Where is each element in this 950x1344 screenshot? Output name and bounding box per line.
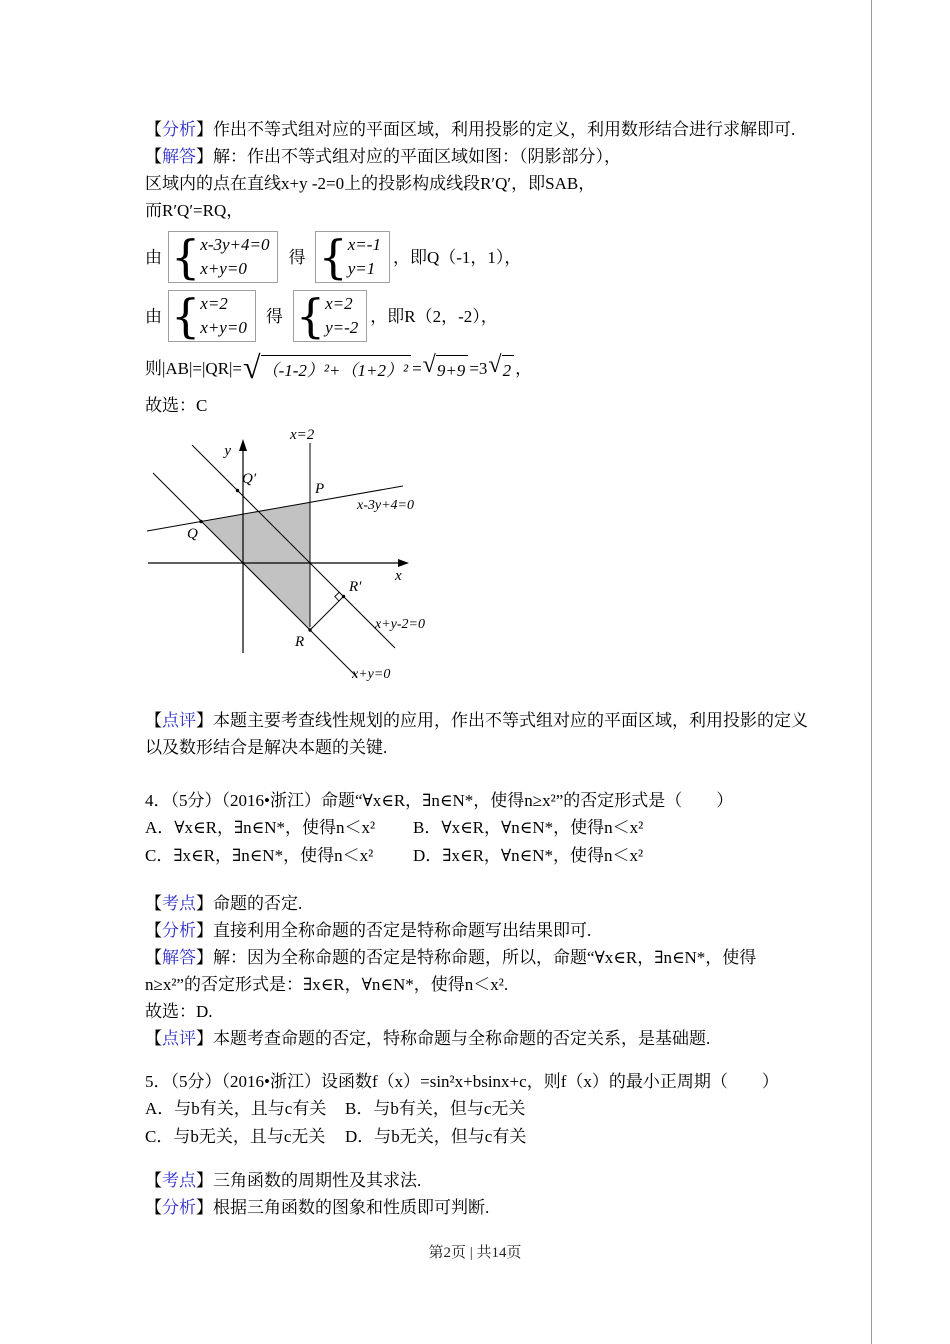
analysis-label: 【 分析 】: [145, 921, 213, 940]
q5-options-row2: [145, 1123, 817, 1151]
label-r: R: [295, 634, 305, 650]
comment-label: 【 点评 】: [145, 1029, 213, 1048]
left-brace-icon: [171, 292, 200, 340]
label-q-prime: Q′: [242, 471, 257, 487]
segment-r-rprime: [310, 597, 344, 631]
point-q: [199, 520, 202, 523]
q5-stem: 5．（5分）（2016•浙江）设函数f（x）=sin²x+bsinx+c，则f（x）的最小正周期（ ）: [145, 1072, 779, 1091]
kaodian-label: 【 考点 】: [145, 894, 213, 913]
q5-options-row1: [145, 1095, 817, 1123]
radicand-1: （-1-2）²+（1+2）²: [261, 355, 411, 384]
sqrt-expression-1: [243, 352, 411, 384]
page-right-rule: [871, 0, 872, 1344]
left-brace-icon: [171, 233, 200, 281]
label-line-x3y: x-3y+4=0: [357, 498, 414, 513]
page-content: [145, 116, 817, 1221]
distance-eq1: =: [412, 358, 422, 378]
eq1-left-top: x-3y+4=0: [200, 235, 270, 254]
left-brace-icon: [318, 233, 347, 281]
line-x-plus-y-2: [192, 445, 395, 648]
point-r: [308, 628, 311, 631]
distance-prefix: 则|AB|=|QR|=: [145, 358, 243, 378]
q4-option-a: A．∀x∈R，∃n∈N*，使得n＜x²: [145, 818, 376, 837]
q4-option-d: D．∃x∈R，∀n∈N*，使得n＜x²: [413, 846, 644, 865]
q3-answer-line2: 区域内的点在直线x+y -2=0上的投影构成线段R′Q′，即SAB，: [145, 174, 596, 193]
q5-analysis-text: 根据三角函数的图象和性质即可判断.: [213, 1198, 490, 1217]
label-x-eq-2: x=2: [290, 427, 315, 443]
eq2-right-bottom: y=-2: [325, 318, 359, 337]
kaodian-label: 【 考点 】: [145, 1171, 213, 1190]
answer-label: 【 解答 】: [145, 147, 213, 166]
eq2-right-box: [293, 290, 367, 342]
q3-analysis-line: [145, 116, 817, 143]
label-p: P: [315, 481, 325, 497]
label-y-axis: y: [224, 443, 231, 459]
q4-kaodian-text: 命题的否定.: [213, 894, 303, 913]
q5-kaodian-text: 三角函数的周期性及其求法.: [213, 1171, 422, 1190]
analysis-label: 【 分析 】: [145, 1198, 213, 1217]
equation-system-2: [145, 290, 817, 342]
radical-icon: [243, 352, 261, 382]
equation-system-1: [145, 231, 817, 283]
eq2-connector: 得: [265, 306, 283, 326]
q4-analysis-text: 直接利用全称命题的否定是特称命题写出结果即可.: [213, 921, 592, 940]
q3-answer-line1: [145, 143, 817, 170]
page-indicator: 第2页 | 共14页: [428, 1245, 522, 1261]
eq2-right-stack: [325, 292, 358, 340]
comment-label: 【 点评 】: [145, 711, 213, 730]
q4-options-row2: [145, 842, 817, 870]
coordinate-diagram: [145, 425, 445, 685]
q4-answer-line2: n≥x²”的否定形式是：∃x∈R，∀n∈N*，使得n＜x².: [145, 975, 509, 994]
q4-answer-text1: 解：因为全称命题的否定是特称命题，所以，命题“∀x∈R，∃n∈N*，使得: [213, 948, 757, 967]
shaded-region: [201, 503, 310, 631]
radical-icon: [488, 353, 501, 377]
eq1-right-box: [315, 231, 389, 283]
x-axis-arrow-icon: [398, 559, 409, 567]
eq2-tail: ，即R（2，-2），: [370, 306, 498, 326]
sqrt-expression-3: [488, 353, 514, 384]
figure-region: [145, 425, 817, 693]
q5-option-c: C．与b无关，且与c无关: [145, 1127, 326, 1146]
distance-equation: [145, 352, 817, 384]
q4-comment-text: 本题考查命题的否定，特称命题与全称命题的否定关系，是基础题.: [213, 1029, 711, 1048]
q4-analysis-line: [145, 917, 817, 944]
eq2-left-stack: [200, 292, 247, 340]
distance-tail: ，: [515, 358, 533, 378]
right-angle-mark: [335, 592, 340, 601]
page-footer: [0, 1240, 950, 1267]
distance-eq2: =3: [469, 358, 488, 378]
q4-stem: 4．（5分）（2016•浙江）命题“∀x∈R，∃n∈N*，使得n≥x²”的否定形式是（ ）: [145, 791, 734, 810]
label-x-axis: x: [395, 568, 402, 584]
eq1-tail: ，即Q（-1，1），: [392, 247, 522, 267]
analysis-label: 【 分析 】: [145, 120, 213, 139]
y-axis-arrow-icon: [239, 439, 247, 451]
sqrt-expression-2: [423, 353, 469, 384]
q3-answer-line3: 而R′Q′=RQ，: [145, 201, 244, 220]
eq1-right-top: x=-1: [347, 235, 381, 254]
point-r-prime: [342, 595, 345, 598]
q4-conclusion: 故选：D.: [145, 1002, 213, 1021]
eq1-connector: 得: [288, 247, 306, 267]
radical-icon: [423, 353, 436, 377]
q3-answer-text1: 解：作出不等式组对应的平面区域如图：（阴影部分），: [213, 147, 621, 166]
q3-comment-line2: 以及数形结合是解决本题的关键.: [145, 738, 388, 757]
q5-option-a: A．与b有关，且与c有关: [145, 1099, 327, 1118]
q3-conclusion: 故选：C: [145, 396, 208, 415]
radicand-3: 2: [502, 355, 515, 384]
eq1-left-stack: [200, 233, 269, 281]
q3-comment-line1: [145, 707, 817, 734]
eq2-left-bottom: x+y=0: [200, 318, 247, 337]
q5-option-d: D．与b无关，但与c有关: [345, 1127, 527, 1146]
q4-option-b: B．∀x∈R，∀n∈N*，使得n＜x²: [413, 818, 644, 837]
label-r-prime: R′: [349, 579, 362, 595]
eq1-right-bottom: y=1: [347, 259, 376, 278]
eq2-left-box: [168, 290, 256, 342]
q3-analysis-text: 作出不等式组对应的平面区域，利用投影的定义，利用数形结合进行求解即可.: [213, 120, 796, 139]
line-x-plus-y-0: [153, 473, 357, 677]
eq1-right-stack: [348, 233, 381, 281]
q3-comment-text1: 本题主要考查线性规划的应用，作出不等式组对应的平面区域，利用投影的定义: [213, 711, 808, 730]
q5-option-b: B．与b有关，但与c无关: [345, 1099, 526, 1118]
q4-kaodian-line: [145, 890, 817, 917]
point-q-prime: [236, 489, 239, 492]
eq2-lead: 由: [145, 306, 162, 326]
q4-comment-line: [145, 1025, 817, 1052]
left-brace-icon: [296, 292, 325, 340]
eq2-left-top: x=2: [200, 294, 228, 313]
radicand-2: 9+9: [436, 355, 468, 384]
eq1-left-box: [168, 231, 278, 283]
answer-label: 【 解答 】: [145, 948, 213, 967]
eq1-left-bottom: x+y=0: [200, 259, 247, 278]
q5-analysis-line: [145, 1194, 817, 1221]
q5-kaodian-line: [145, 1167, 817, 1194]
q4-options-row1: [145, 814, 817, 842]
label-line-xy: x+y=0: [352, 667, 391, 682]
label-q: Q: [187, 526, 198, 542]
label-line-xy2: x+y-2=0: [375, 617, 425, 632]
q4-answer-line1: [145, 944, 817, 971]
eq2-right-top: x=2: [325, 294, 353, 313]
eq1-lead: 由: [145, 247, 162, 267]
q4-option-c: C．∃x∈R，∃n∈N*，使得n＜x²: [145, 846, 374, 865]
